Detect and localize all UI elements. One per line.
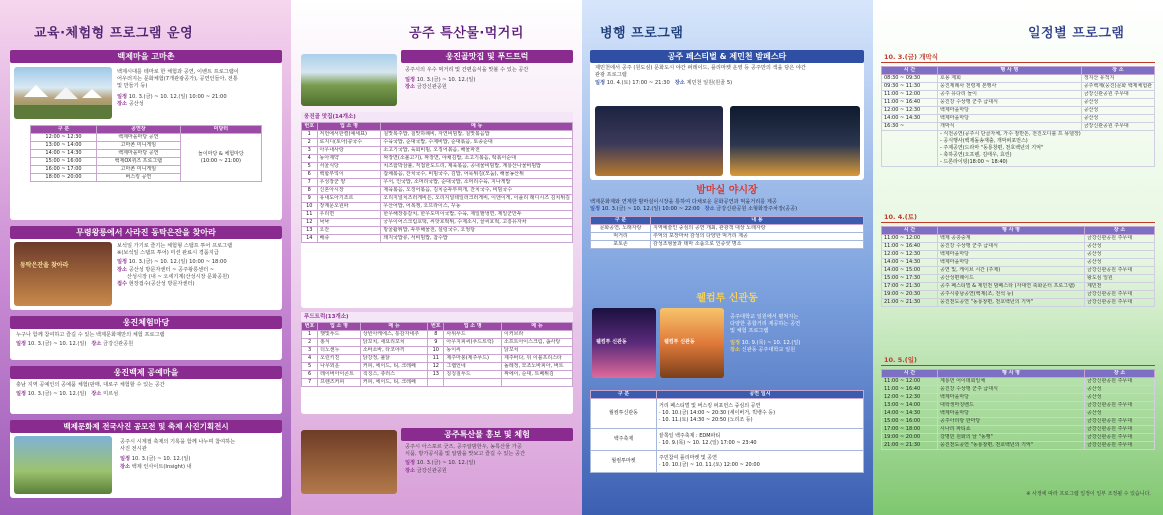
panel-parallel — [582, 0, 873, 515]
section-gomachon — [10, 50, 282, 220]
festa-photo-1 — [595, 106, 723, 176]
festa-photo-2 — [730, 106, 860, 176]
table-row: 3 더노센누 소바소바, 타코야끼 10 동이씨 닭꼬치 — [302, 347, 573, 355]
section-title: 웅진체험마당 — [10, 316, 282, 329]
table-row: 8 신혼아시장 제육볶음, 오징어볶음, 김치순두부찌개, 잔치국수, 비빔국수 — [302, 187, 573, 195]
welcome-table: 구 분 공연 일시 월컴투신관동 거리 페스티벌 및 버스킹 퍼포먼스 중심의 공연 · 10. 10.(금) 14:00 ~ 20:30 (세이버거, 빅뱅수 등) · 10. 11.(토) 14:30 ~ 20:50 (노리조 등) 백주축제 끝쪽일 백주축제 : EDM파티 · 10. 9.(목) ~ 10. 12.(일) 17:00 ~ 23:40 월컴투마켓 주민참여 플리마켓 및 공연 · 10. 10.(금) ~ 10. 11.(토) 12:00 ~ 20:00 — [590, 390, 864, 473]
panel-title: 병행 프로그램 — [600, 26, 684, 41]
section-stamp-tour — [10, 226, 282, 310]
table-row: 11:00 ~ 16:40 웅진강 수상맹 군주 급대식 공산성 — [882, 243, 1155, 251]
table-row: 7 우성장군 양 우서, 인국밥, 소머리국밥, 순대국밥, 소머리수육, 지나게밥 — [302, 179, 573, 187]
section-welcome-singwan: 웰컴투 신관동 웰컴투 신관동 웰컴투 신관동 공주대학교 일원에서 펼쳐지는 다양한 종합거리 제공하는 공연 및 체험 프로그램 일정 10. 9.(목) ~ 10. 12.(일) 장소 신관동 공주대학교 일원 — [590, 292, 864, 380]
gomachon-table: 구 분 공연장 미당터 12:00 ~ 12:30 백제마을마당 공연 놀이마당 & 체험마당 (10:00 ~ 21:00) 13:00 ~ 14:00 고마촌 미니게임 14:00 ~ 14:30 백제마을마당 공연 15:00 ~ 16:00 백제OX퀴즈 프로그램 16:00 ~ 17:00 고마촌 미니게임 18:00 ~ 20:00 버스킹 공연 — [30, 125, 262, 182]
table-row: 14 배쥬 돼지국밥류, 서비빔밥, 참수밥 — [302, 235, 573, 243]
table-row: 2 로지디(토아)콩국수 수육국밥, 순대국밥, 수제비밥, 순대볶음, 토종순대 — [302, 139, 573, 147]
table-row: 17:00 ~ 18:00 시나리 파티쇼 금강신관공원 주무대 — [882, 426, 1155, 434]
panel-education — [0, 0, 291, 515]
poster-2: 웰컴투 신관동 — [660, 308, 724, 378]
table-row: 17:00 ~ 21:30 공주 페스티벌 & 제민천 밤페스타 (자대연 축화운터 프로그램) 제민천 — [882, 283, 1155, 291]
table-row: 13 오잔 방울활튀밥, 두부해물전, 설렁국수, 오엉탕 — [302, 227, 573, 235]
table-row: 9 유내도아기조르 오리지널치즈러게비튼, 오리지널테일러크러게비, 이엔이게, 이플리 래디시즈 김치튀김 — [302, 195, 573, 203]
section-night-festa: 공주 페스티벌 & 제민천 밤페스타 제민천에서 공주 (원도심) 문화도시 야간 퍼레이드, 플리마켓 운영 등 공주만의 색을 담은 야간 관광 프로그램 일정 10. 4.(토) 17:00 ~ 21:30 장소 제민천 일원(원골 5) — [590, 50, 864, 180]
table-row: 3 아우내사랑 소고기국밥, 육회비빔, 오징어볶음, 해물파전 — [302, 147, 573, 155]
table-row: 15:00 ~ 17:30 공산성편례이드 왕도심 일원 — [882, 275, 1155, 283]
market-photo — [301, 54, 397, 106]
table-row: 10 장계문오원파 우산어밥, 어복쟁, 오므라이스, 꾸동 — [302, 203, 573, 211]
section-title: 밤마실 야시장 — [696, 185, 758, 196]
section-title: 백제마을 고마촌 — [10, 50, 282, 63]
gomachon-desc: 백제시대를 테마로 한 체험과 공연, 이벤트 프로그램이 어우러지는 문화체험(7개관광공가), 공연인들아, 전통 및 만들기 등) 일정 10. 3.(금) ~ 10. 12.(일) 10:00 ~ 21:00 장소 공산성 — [117, 69, 239, 107]
table-row: 08:30 ~ 09:30 호용 제회 정지산 유적지 — [882, 75, 1155, 83]
table-row: 7 프렌즈커피 커피, 에이드, 티, 크레페 — [302, 379, 573, 387]
table-row: 09:30 ~ 11:30 웅진제례사 천령제 본행사 공주백제(웅진)문화 백제체험관 — [882, 83, 1155, 91]
table-row: 12:00 ~ 12:30 백제마을마당 공산성 — [882, 251, 1155, 259]
table-row: 14:00 ~ 15:00 공연 및, 케이브 시간 (주제) 금강신관공원 주무대 — [882, 267, 1155, 275]
goods-photo — [301, 430, 397, 494]
table-row: 6 백합부엌이 잡채볶음, 잔치국수, 비빔국수, 김밥, 어묵튀김(모둠), 해물농산튀 — [302, 171, 573, 179]
table-row: 11:00 ~ 16:40 웅진강 수상맹 군주 급대식 공산성 — [882, 99, 1155, 107]
table-title: 웅진골 맛집(14개소) — [301, 112, 573, 122]
section-photo-contest: 백제문화제 전국사진 공모전 및 축제 사진기획전시 공주시 시계절 축제의 기록을 함께 나누며 참여하는 사진 전시관 일정 10. 3.(금) ~ 10. 12.(일) 장소 백제 인사이트(Insight) 내 — [10, 420, 282, 498]
night-market-table: 구 분 내 용 문화공연, 노래자랑 지역예술인 중심의 공연 개최, 관광객 대상 노래자랑 먹거리 추억의 포장마차 감성의 다양한 먹거리 제공 포토존 감성조형물과 테마 소품으로 인증샷 명소 — [590, 216, 864, 249]
poster-1: 웰컴투 신관동 — [592, 308, 656, 378]
table-row: 2 홍식 닭꼬치, 새요리꼬치 9 아우지피씨(푸드트럭) 소프트아이스크림, 솜사탕 — [302, 339, 573, 347]
section-title: 웰컴투 신관동 — [696, 293, 758, 304]
section-title: 웅진백제 공예마을 — [10, 366, 282, 379]
table-row: 14:00 ~ 14:30 백제마을마당 공산성 — [882, 259, 1155, 267]
schedule-table-2: 시 간 행 사 명 장 소 11:00 ~ 12:00 백제 공층중계 금강신관공원 주무대 11:00 ~ 16:40 웅진강 수상맹 군주 급대식 공산성 12:00 ~ 12:30 백제마을마당 공산성 14:00 ~ 14:30 백제마을마당 공산성 14:00 ~ 15:00 공연 및, 케이브 시간 (주제) 금강신관공원 주무대 15:00 ~ 17:30 공산성편례이드 왕도심 일원 17:00 ~ 21:30 공주 페스티벌 & 제민천 밤페스타 (자대연 축화운터 프로그램) 제민천 19:00 ~ 20:30 공주시충남공연(백제(조, 전석 등) 금강신관공원 주무대 21:00 ~ 21:30 웅진천도공연 "동룡창편, 천호백년의 기억" 금강신관공원 주무대 — [881, 226, 1155, 307]
schedule-note: ※ 사정에 따라 프로그램 일정이 일부 조정될 수 있습니다. — [1026, 491, 1151, 497]
panel-title: 공주 특산물·먹거리 — [409, 26, 524, 41]
section-foodtruck: 웅진골맛집 및 푸드트럭 공주시의 우수 먹거리 및 간편음식을 맛볼 수 있는 공간 일정 10. 3.(금) ~ 10. 12.(일) 장소 금강신관공원 — [301, 50, 573, 108]
table-row: 21:00 ~ 21:30 웅진천도공연 "동룡창편, 천호백년의 기억" 금강신관공원 주무대 — [882, 442, 1155, 450]
stamp-desc: 보석일 가기로 즐기는 체험형 스탬프 투어 프로그램 ※(보석일 스탬프 투어) 미션 완료시 경품지급 일정 10. 3.(금) ~ 10. 12.(일) 10:00 ~ 18:00 장소 공산성 방문자센터 ~ 공주왕릉센터 ~ 산성시장 (내 ~ 오세기계(산성시장 문화공원) 접수 현장접수(공산성 방문자센터) — [117, 243, 233, 288]
table-row: 4 오런키친 닭강정, 불닭 11 제주마붕(제주푸드) 제주바다, 뒤 이블프리스타 — [302, 355, 573, 363]
table-row: 19:00 ~ 20:00 강명민 원화의 날 "동행" 금강신관공원 주무대 — [882, 434, 1155, 442]
table-row: 11:00 ~ 12:00 계룡먼 어이데회일체 금강신관공원 주무대 — [882, 378, 1155, 386]
schedule-table-3: 시 간 행 사 명 장 소 11:00 ~ 12:00 계룡먼 어이데회일체 금강신관공원 주무대 11:00 ~ 16:40 웅진강 수상맹 군주 급대식 공산성 12:00 ~ 12:30 백제마을마당 공산성 13:00 ~ 14:00 대학생마칭밴드 금강신관공원 주무대 14:00 ~ 14:30 백제마을마당 공산성 15:00 ~ 16:00 공주아리랑 한마당 금강신관공원 주무대 17:00 ~ 18:00 시나리 파티쇼 금강신관공원 주무대 19:00 ~ 20:00 강명민 원화의 날 "동행" 금강신관공원 주무대 21:00 ~ 21:30 웅진천도공연 "동룡창편, 천호백년의 기억" 금강신관공원 주무대 — [881, 369, 1155, 450]
table-row: 1 저먼에서한켤(예세표) 칠맛복주밥, 칠맛하례비, 자연비빔밥, 칠맛볶음밥 — [302, 131, 573, 139]
section-title: 공주특산물 홍보 및 체험 — [401, 428, 573, 441]
table-row: 11 우리면 한우해장통갈치, 한우도미이국밥, 수육, 제일팔냉면, 제일군만두 — [302, 211, 573, 219]
table-row: 1 햇빛푸드 상빈아케에스, 통감자네추 8 사위푸드 이커브라 — [302, 331, 573, 339]
table-row: 5 나무외운 커피, 에이드, 티, 크레페 12 그랩언네 돌레정, 모조노바피아, 버트 — [302, 363, 573, 371]
section-title: 무령왕릉에서 사라진 동탁은잔을 찾아라 — [10, 226, 282, 239]
section-night-market: 밤마실 야시장 백제문화제와 연계한 밤마실이시장을 통하여 다채로운 문화공연과 먹을거리를 제공 일정 10. 3.(금) ~ 10. 12.(일) 10:00 ~ 22:00 장소 금강신관공원 소형화장주차장(공공) 구 분 내 용 문화공연, 노래자랑 지역예술인 중심의 공연 개최, 관광객 대상 노래자랑 먹거리 추억의 포장마차 감성의 다양한 먹거리 제공 포토존 감성조형물과 테마 소품으로 인증샷 명소 — [590, 184, 864, 284]
table-row: 5 서울식당 치즈함박삼불, 직접한도드리, 제육볶음, 공내물비빔밥, 계룡산나물비빔밥 — [302, 163, 573, 171]
table-row: 19:00 ~ 20:30 공주시충남공연(백제(조, 전석 등) 금강신관공원 주무대 — [882, 291, 1155, 299]
section-title: 백제문화제 전국사진 공모전 및 축제 사진기획전시 — [10, 420, 282, 433]
village-photo — [14, 67, 112, 119]
date-header-1: 10. 3.(금) 개막식 — [881, 52, 1155, 63]
date-header-3: 10. 5.(일) — [881, 355, 1155, 366]
restaurant-table: 웅진골 맛집(14개소) 번호 업 소 명 메 뉴 1 저먼에서한켤(예세표) 칠맛복주밥, 칠맛하례비, 자연비빔밥, 칠맛볶음밥 2 로지디(토아)콩국수 수육국밥, 순대국밥, 수제비밥, 순대볶음, 토종순대 3 아우내사랑 소고기국밥, 육회비빔, 오징어볶음, 해물파전 4 동아제약 짜장면(소불고기), 짜장면, 야채김밥, 소고기볶음, 떡볶이순대 5 서울식당 치즈함박삼불, 직접한도드리, 제육볶음, 공내물비빔밥, 계룡산나물비빔밥 6 백합부엌이 잡채볶음, 잔치국수, 비빔국수, 김밥, 어묵튀김(모둠), 해물농산튀 7 우성장군 양 우서, 인국밥, 소머리국밥, 순대국밥, 소머리수육, 지나게밥 8 신혼아시장 제육볶음, 오징어볶음, 김치순두부찌개, 잔치국수, 비빔국수 9 유내도아기조르 오리지널치즈러게비튼, 오리지널테일러크러게비, 이엔이게, 이플리 래디시즈 김치튀김 10 장계문오원파 우산어밥, 어복쟁, 오므라이스, 꾸동 11 우리면 한우해장통갈치, 한우도미이국밥, 수육, 제일팔냉면, 제일군만두 12 낙낙 궁무이어스크림호떡, 씨앗호떡튀, 수제소시, 꿀씨호떡, 고흥유자차 13 오잔 방울활튀밥, 두부해물전, 설렁국수, 오엉탕 14 배쥬 돼지국밥류, 서비빔밥, 참수밥 — [301, 112, 573, 308]
panel-title: 일정별 프로그램 — [1028, 26, 1125, 41]
table-row: 13:00 ~ 14:00 대학생마칭밴드 금강신관공원 주무대 — [882, 402, 1155, 410]
foodtruck-table: 푸드트럭(13개소) 번호 업 소 명 메 뉴 번호 업 소 명 메 뉴 1 햇빛푸드 상빈아케에스, 통감자네추 8 사위푸드 이커브라 2 홍식 닭꼬치, 새요리꼬치 9 아우지피씨(푸드트럭) 소프트아이스크림, 솜사탕 3 더노센누 소바소바, 타코야끼 10 동이씨 닭꼬치 4 오런키친 닭강정, 불닭 11 제주마붕(제주푸드) 제주바다, 뒤 이블프리스타 5 나무외운 커피, 에이드, 티, 크레페 12 그랩언네 돌레정, 모조노바피아, 버트 6 레이버아이콘트 칙칭스, 츄러스 13 칭칭칠푸드 짜에이, 순대, 트페튀김 7 프렌즈커피 커피, 에이드, 티, 크레페 — [301, 312, 573, 414]
table-row: 11:00 ~ 16:40 웅진강 수상맹 군주 급대식 공산성 — [882, 386, 1155, 394]
section-craft-village: 웅진백제 공예마을 충남 지역 공예인의 공예품 체험(판매, 대로구 체험할 수 있는 공간 일정 10. 3.(금) ~ 10. 12.(일) 장소 미르섬 — [10, 366, 282, 414]
section-specialty: 공주특산물 홍보 및 체험 공주시 아스포르 굿즈, 공주알밤한우, 농특산물 가공 식품, 방가공식품 및 알밤을 맛보고 즐길 수 있는 공간 일정 10. 3.(금) ~ 10. 12.(일) 장소 금강신관공원 — [301, 428, 573, 498]
section-title: 웅진골맛집 및 푸드트럭 — [401, 50, 573, 63]
table-row: 6 레이버아이콘트 칙칭스, 츄러스 13 칭칭칠푸드 짜에이, 순대, 트페튀김 — [302, 371, 573, 379]
table-row: 15:00 ~ 16:00 공주아리랑 한마당 금강신관공원 주무대 — [882, 418, 1155, 426]
table-row: 14:00 ~ 14:30 백제마을마당 공산성 — [882, 115, 1155, 123]
stamp-poster: 동탁은잔을 찾아라 — [14, 242, 112, 306]
panel-food — [291, 0, 582, 515]
panel-title: 교육·체험형 프로그램 운영 — [34, 26, 194, 41]
table-title: 푸드트럭(13개소) — [301, 312, 573, 322]
contest-photo — [14, 436, 112, 494]
section-experience-yard: 웅진체험마당 누구나 함께 참여하고 즐길 수 있는 백제문화제만의 체험 프로그램 일정 10. 3.(금) ~ 10. 12.(일) 장소 금강신관공원 — [10, 316, 282, 360]
table-row: 12:00 ~ 12:30 백제마을마당 공산성 — [882, 107, 1155, 115]
table-row: 21:00 ~ 21:30 웅진천도공연 "동룡창편, 천호백년의 기억" 금강신관공원 주무대 — [882, 299, 1155, 307]
table-row: 11:00 ~ 12:00 공주 유다리 놀이 금강신관공원 주무대 — [882, 91, 1155, 99]
schedule-table-1: 시 간 행 사 명 장 소 08:30 ~ 09:30 호용 제회 정지산 유적지 09:30 ~ 11:30 웅진제례사 천령제 본행사 공주백제(웅진)문화 백제체험관 11:00 ~ 12:00 공주 유다리 놀이 금강신관공원 주무대 11:00 ~ 16:40 웅진강 수상맹 군주 급대식 공산성 12:00 ~ 12:30 백제마을마당 공산성 14:00 ~ 14:30 백제마을마당 공산성 16:30 ~ 개막식 금강신관공원 주무대 - 식전공연(공주시 단골자체, 가수 잠반돈, 전진오디블 프 뮤델장) - 공식행사(백제돌송재출, 개막퍼포먼스) - 주제공연(드라마 "동룡창편, 천호백년의 기억" - 축하공연(오프렌, 김태우, 효린) - 드론라이팅(18:00 ~ 18:40) — [881, 66, 1155, 167]
section-title: 공주 페스티벌 & 제민천 밤페스타 — [590, 50, 864, 63]
table-row: 14:00 ~ 14:30 백제마을마당 공산성 — [882, 410, 1155, 418]
table-row: 12:00 ~ 12:30 백제마을마당 공산성 — [882, 394, 1155, 402]
table-row: 12 낙낙 궁무이어스크림호떡, 씨앗호떡튀, 수제소시, 꿀씨호떡, 고흥유자차 — [302, 219, 573, 227]
opening-ceremony-detail: - 식전공연(공주시 단골자체, 가수 잠반돈, 전진오디블 프 뮤델장) - 공식행사(백제돌송재출, 개막퍼포먼스) - 주제공연(드라마 "동룡창편, 천호백년의 기억" - 축하공연(오프렌, 김태우, 효린) - 드론라이팅(18:00 ~ 18:40) — [938, 131, 1155, 167]
table-row: 4 동아제약 짜장면(소불고기), 짜장면, 야채김밥, 소고기볶음, 떡볶이순대 — [302, 155, 573, 163]
table-row: 11:00 ~ 12:00 백제 공층중계 금강신관공원 주무대 — [882, 235, 1155, 243]
table-row: 16:30 ~ 개막식 금강신관공원 주무대 — [882, 123, 1155, 131]
date-header-2: 10. 4.(토) — [881, 212, 1155, 223]
panel-schedule — [873, 0, 1163, 515]
